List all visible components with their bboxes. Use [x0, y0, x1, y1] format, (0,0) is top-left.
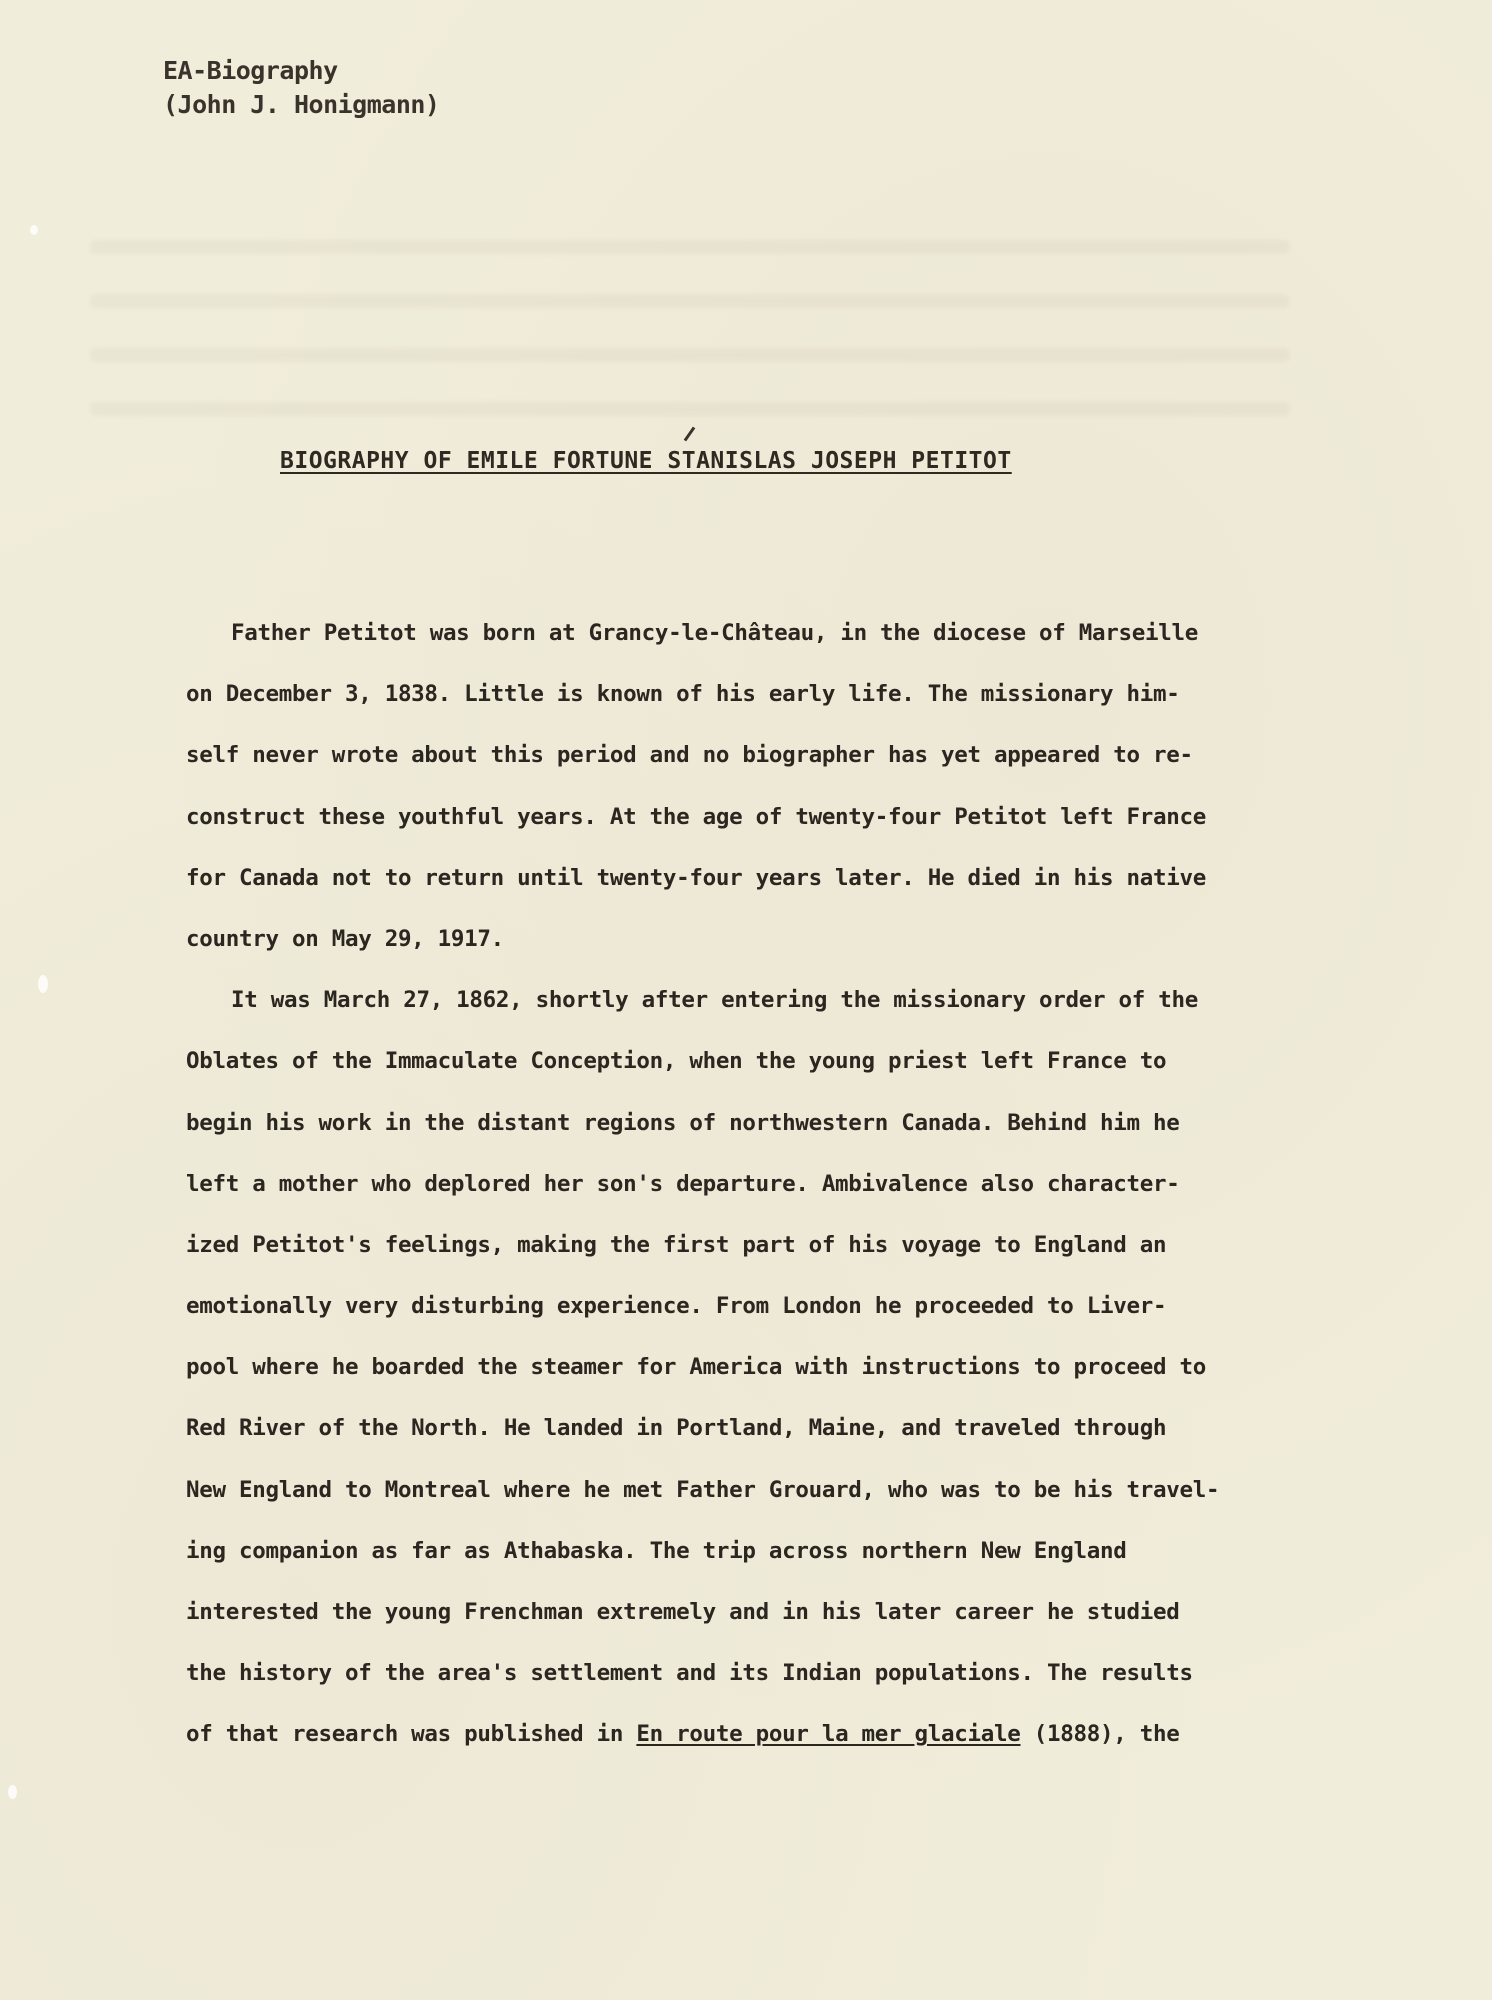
text-line: Red River of the North. He landed in Portland, Maine, and traveled through: [186, 1415, 1167, 1442]
text-line: the history of the area's settlement and its Indian populations. The results: [186, 1660, 1193, 1687]
text-line: left a mother who deplored her son's departure. Ambivalence also character-: [186, 1170, 1180, 1197]
text-line: pool where he boarded the steamer for America with instructions to proceed to: [186, 1354, 1206, 1381]
header-category: EA-Biography: [163, 56, 338, 85]
text-line: New England to Montreal where he met Father Grouard, who was to be his travel-: [186, 1476, 1220, 1503]
text-line: for Canada not to return until twenty-four years later. He died in his native: [186, 864, 1206, 891]
document-body: [186, 603, 1336, 1766]
document-title: BIOGRAPHY OF EMILE FORTUNE STANISLAS JOSEPH PETITOT: [280, 448, 1012, 474]
text-line-last: [186, 1704, 1336, 1765]
text-line: It was March 27, 1862, shortly after entering the missionary order of the: [231, 987, 1198, 1014]
text-line: country on May 29, 1917.: [186, 925, 504, 952]
book-title: En route pour la mer glaciale: [636, 1721, 1021, 1748]
text-segment: (1888), the: [1020, 1721, 1180, 1748]
text-line: Oblates of the Immaculate Conception, when the young priest left France to: [186, 1048, 1167, 1075]
text-line: interested the young Frenchman extremely and in his later career he studied: [186, 1599, 1180, 1625]
bleed-through-shadow: [90, 200, 1290, 460]
text-line: on December 3, 1838. Little is known of his early life. The missionary him-: [186, 681, 1180, 708]
paper-speck: [30, 225, 38, 235]
text-line: ing companion as far as Athabaska. The trip across northern New England: [186, 1537, 1127, 1564]
text-line: ized Petitot's feelings, making the first part of his voyage to England an: [186, 1231, 1167, 1258]
text-line: self never wrote about this period and no biographer has yet appeared to re-: [186, 742, 1193, 769]
paper-speck: [8, 1785, 17, 1799]
header-author: (John J. Honigmann): [163, 90, 440, 119]
document-header: [163, 54, 439, 122]
paper-speck: [38, 975, 48, 993]
text-line: construct these youthful years. At the age of twenty-four Petitot left France: [186, 803, 1206, 830]
text-line: Father Petitot was born at Grancy-le-Château, in the diocese of Marseille: [231, 620, 1198, 646]
text-line: emotionally very disturbing experience. From London he proceeded to Liver-: [186, 1293, 1167, 1320]
text-line: begin his work in the distant regions of northwestern Canada. Behind him he: [186, 1109, 1180, 1136]
text-segment: of that research was published in: [186, 1721, 637, 1748]
